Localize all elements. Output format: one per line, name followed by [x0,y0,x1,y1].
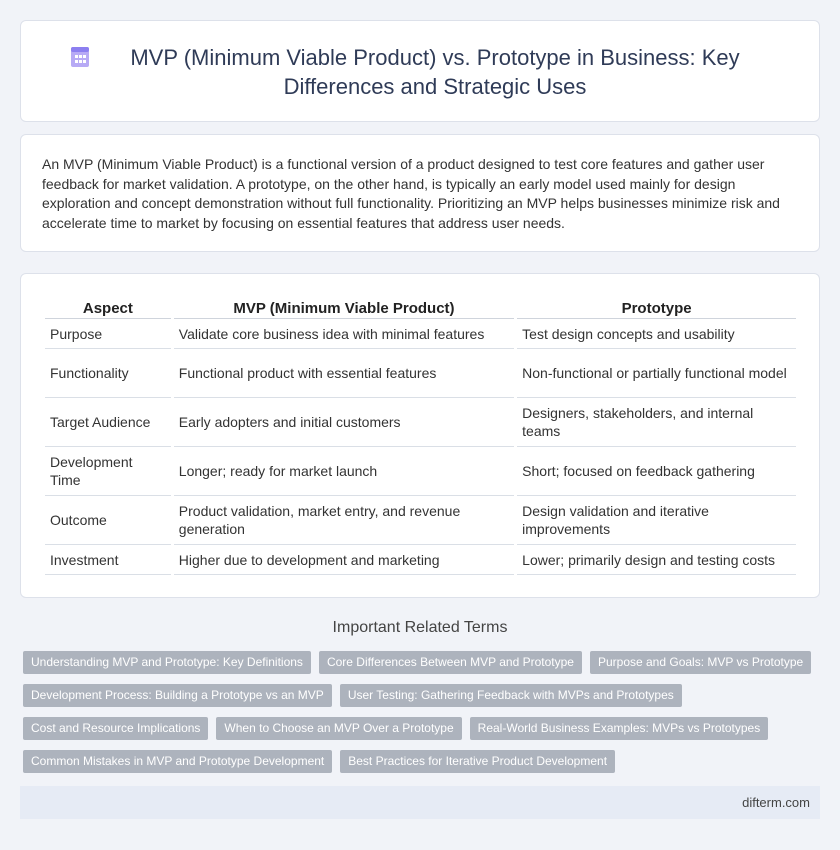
related-term-tag[interactable]: Real-World Business Examples: MVPs vs Prototypes [470,717,769,740]
related-term-tag[interactable]: Best Practices for Iterative Product Development [340,750,615,773]
related-term-tag[interactable]: User Testing: Gathering Feedback with MVPs and Prototypes [340,684,682,707]
table-header-row [45,297,796,319]
related-term-tag[interactable]: Development Process: Building a Prototype vs an MVP [23,684,332,707]
table-cell: Lower; primarily design and testing costs [517,545,796,575]
table-cell: Development Time [45,447,171,496]
related-term-tag[interactable]: Purpose and Goals: MVP vs Prototype [590,651,811,674]
header-card [20,20,820,122]
table-cell: Product validation, market entry, and revenue generation [174,496,514,545]
table-cell: Non-functional or partially functional model [517,349,796,398]
table-cell: Target Audience [45,398,171,447]
table-cell: Purpose [45,319,171,349]
table-cell: Validate core business idea with minimal features [174,319,514,349]
related-term-tag[interactable]: When to Choose an MVP Over a Prototype [216,717,461,740]
table-cell: Short; focused on feedback gathering [517,447,796,496]
table-cell: Outcome [45,496,171,545]
column-header-prototype: Prototype [517,297,796,319]
table-cell: Early adopters and initial customers [174,398,514,447]
table-cell: Longer; ready for market launch [174,447,514,496]
related-term-tag[interactable]: Common Mistakes in MVP and Prototype Development [23,750,332,773]
table-row [45,447,796,496]
table-cell: Designers, stakeholders, and internal teams [517,398,796,447]
related-term-tag[interactable]: Cost and Resource Implications [23,717,208,740]
page-title: MVP (Minimum Viable Product) vs. Prototype in Business: Key Differences and Strategic Uses [130,45,740,99]
table-cell: Higher due to development and marketing [174,545,514,575]
comparison-table-card [20,273,820,598]
table-cell: Functional product with essential features [174,349,514,398]
table-cell: Test design concepts and usability [517,319,796,349]
footer [20,786,820,819]
intro-card [20,134,820,252]
table-cell: Design validation and iterative improvements [517,496,796,545]
table-row [45,496,796,545]
table-row [45,319,796,349]
table-cell: Functionality [45,349,171,398]
column-header-mvp: MVP (Minimum Viable Product) [174,297,514,319]
table-row [45,349,796,398]
comparison-table [42,297,799,575]
related-term-tag[interactable]: Understanding MVP and Prototype: Key Definitions [23,651,311,674]
intro-paragraph: An MVP (Minimum Viable Product) is a functional version of a product designed to test core features and gather user feedback for market validation. A prototype, on the other hand, is typically an early model used mainly for design exploration and concept demonstration without full functionality. Prioritizing an MVP helps businesses minimize risk and accelerate time to market by focusing on essential features that address user needs. [42,156,780,231]
table-cell: Investment [45,545,171,575]
related-terms-heading: Important Related Terms [332,619,508,636]
table-row [45,545,796,575]
table-row [45,398,796,447]
related-terms-list [23,651,813,773]
related-term-tag[interactable]: Core Differences Between MVP and Prototype [319,651,582,674]
column-header-aspect: Aspect [45,297,171,319]
footer-site-link[interactable]: difterm.com [742,795,810,810]
